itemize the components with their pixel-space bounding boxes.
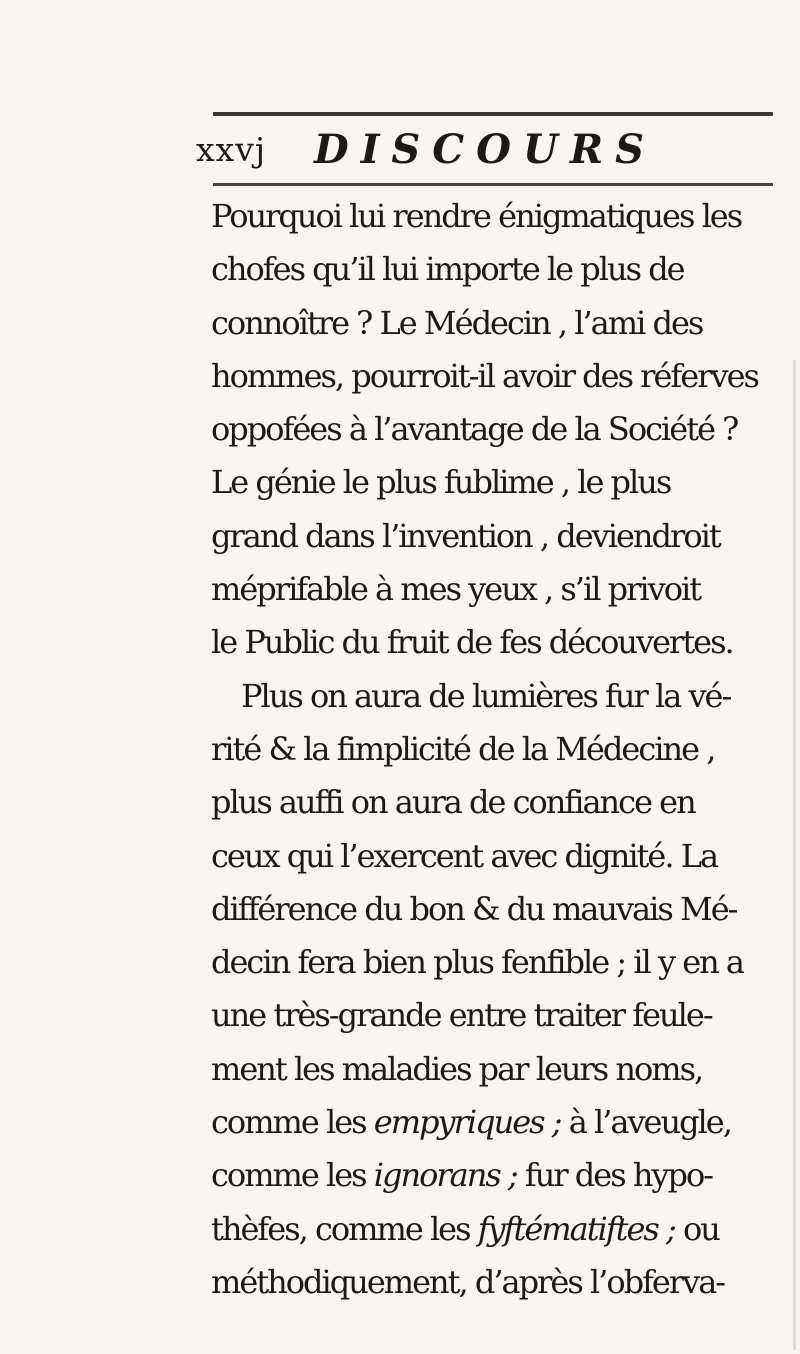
text-line: rité & la fimplicité de la Médecine , [211, 729, 715, 768]
header-bottom-rule [213, 183, 773, 186]
text-line: ment les maladies par leurs noms, [211, 1049, 703, 1088]
text-line: méprifable à mes yeux , s’il privoit [211, 570, 701, 609]
text-line: hommes, pourroit-il avoir des réferves [211, 356, 758, 395]
body-text [211, 190, 791, 1309]
page-number: xxvj [196, 130, 267, 169]
text-line: thèfes, comme les fyftématiftes ; ou [211, 1209, 719, 1248]
text-line: chofes qu’il lui importe le plus de [211, 250, 684, 289]
text-line: plus auffi on aura de confiance en [211, 783, 695, 822]
header-top-rule [213, 112, 773, 116]
text-line: Pourquoi lui rendre énigmatiques les [211, 197, 742, 235]
text-line: grand dans l’invention , deviendroit [211, 516, 720, 555]
text-line: le Public du fruit de fes découvertes. [211, 623, 733, 662]
text-line: Le génie le plus fublime , le plus [211, 463, 671, 502]
italic-term: fyftématiftes ; [477, 1209, 675, 1248]
text-line: oppofées à l’avantage de la Société ? [211, 410, 738, 449]
italic-term: ignorans ; [373, 1156, 517, 1195]
text-line: comme les empyriques ; à l’aveugle, [211, 1103, 731, 1142]
paragraph-start-line: Plus on aura de lumières fur la vé- [241, 676, 731, 715]
text-line: connoître ? Le Médecin , l’ami des [211, 303, 703, 342]
text-line: ceux qui l’exercent avec dignité. La [211, 836, 718, 875]
page-header [196, 126, 776, 182]
text-line: différence du bon & du mauvais Mé- [211, 889, 737, 928]
text-line: comme les ignorans ; fur des hypo- [211, 1156, 713, 1195]
text-line: méthodiquement, d’après l’obferva- [211, 1262, 725, 1301]
running-title: DISCOURS [314, 126, 656, 173]
text-line: une très-grande entre traiter feule- [211, 996, 712, 1035]
page-edge-shadow [793, 360, 796, 1350]
italic-term: empyriques ; [373, 1103, 561, 1142]
text-line: decin fera bien plus fenfible ; il y en a [211, 943, 743, 982]
